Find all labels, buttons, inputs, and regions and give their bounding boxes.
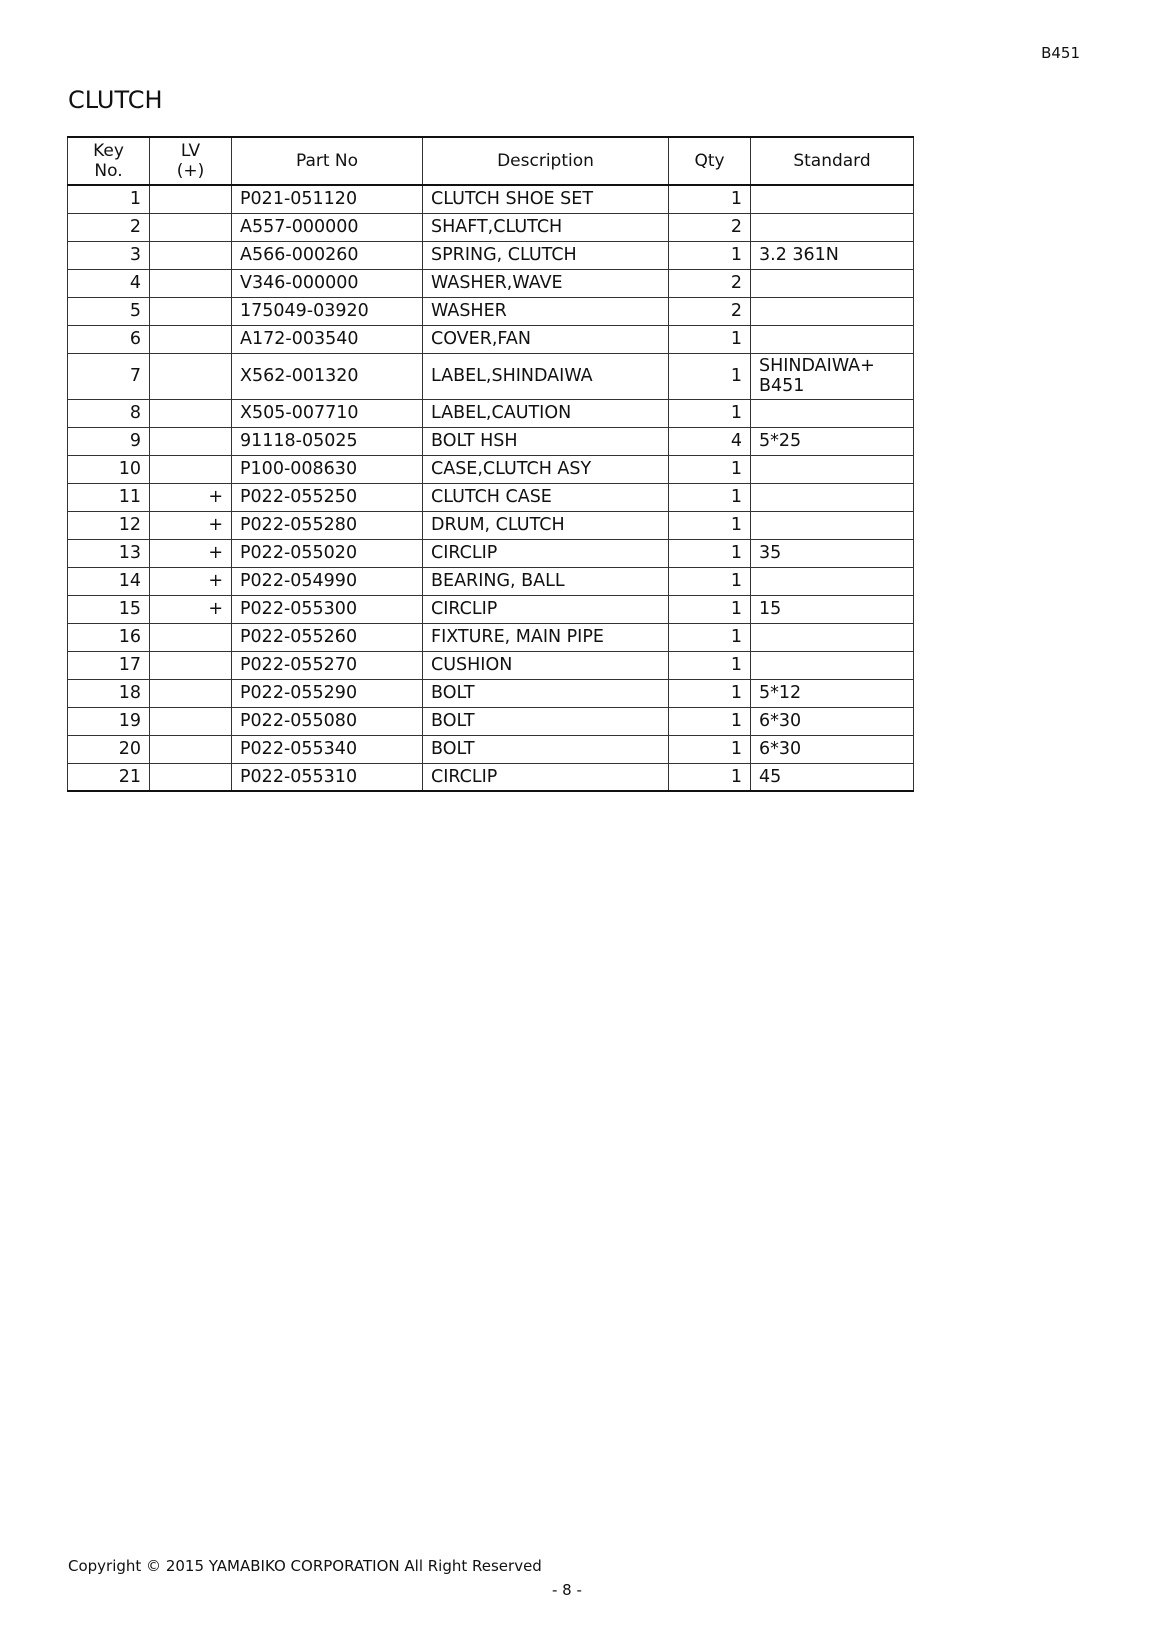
header-description: Description <box>423 137 669 185</box>
cell-part-no: X562-001320 <box>232 353 423 399</box>
cell-part-no: P022-055020 <box>232 539 423 567</box>
table-row <box>68 185 914 213</box>
header-key-line2: No. <box>94 161 123 181</box>
table-row <box>68 325 914 353</box>
cell-description: CASE,CLUTCH ASY <box>423 455 669 483</box>
cell-key-no: 19 <box>68 707 150 735</box>
table-row <box>68 269 914 297</box>
parts-table <box>67 136 914 792</box>
cell-lv: + <box>150 511 232 539</box>
cell-qty: 1 <box>669 679 751 707</box>
cell-lv <box>150 707 232 735</box>
cell-lv <box>150 623 232 651</box>
cell-qty: 1 <box>669 483 751 511</box>
cell-qty: 1 <box>669 623 751 651</box>
cell-standard <box>751 651 914 679</box>
cell-qty: 1 <box>669 241 751 269</box>
cell-part-no: V346-000000 <box>232 269 423 297</box>
cell-part-no: P022-055310 <box>232 763 423 791</box>
cell-key-no: 16 <box>68 623 150 651</box>
cell-part-no: A566-000260 <box>232 241 423 269</box>
header-key-line1: Key <box>93 141 124 161</box>
cell-key-no: 12 <box>68 511 150 539</box>
cell-key-no: 17 <box>68 651 150 679</box>
cell-part-no: 91118-05025 <box>232 427 423 455</box>
cell-part-no: A172-003540 <box>232 325 423 353</box>
cell-part-no: P022-054990 <box>232 567 423 595</box>
cell-standard: 35 <box>751 539 914 567</box>
cell-key-no: 4 <box>68 269 150 297</box>
table-row <box>68 539 914 567</box>
cell-lv <box>150 325 232 353</box>
cell-key-no: 14 <box>68 567 150 595</box>
document-code: B451 <box>1041 44 1080 62</box>
cell-key-no: 3 <box>68 241 150 269</box>
cell-lv <box>150 241 232 269</box>
cell-lv <box>150 735 232 763</box>
cell-qty: 1 <box>669 735 751 763</box>
cell-standard <box>751 483 914 511</box>
cell-qty: 1 <box>669 353 751 399</box>
table-row <box>68 567 914 595</box>
cell-part-no: X505-007710 <box>232 399 423 427</box>
cell-part-no: P022-055290 <box>232 679 423 707</box>
cell-standard: 15 <box>751 595 914 623</box>
cell-description: DRUM, CLUTCH <box>423 511 669 539</box>
table-row <box>68 297 914 325</box>
cell-description: SPRING, CLUTCH <box>423 241 669 269</box>
table-row <box>68 511 914 539</box>
cell-qty: 1 <box>669 707 751 735</box>
cell-lv <box>150 185 232 213</box>
cell-description: FIXTURE, MAIN PIPE <box>423 623 669 651</box>
cell-part-no: P021-051120 <box>232 185 423 213</box>
cell-qty: 1 <box>669 595 751 623</box>
table-row <box>68 483 914 511</box>
cell-qty: 1 <box>669 511 751 539</box>
parts-table-body <box>68 185 914 791</box>
cell-standard: 5*12 <box>751 679 914 707</box>
cell-standard: 6*30 <box>751 735 914 763</box>
cell-lv <box>150 651 232 679</box>
cell-description: CUSHION <box>423 651 669 679</box>
cell-lv <box>150 297 232 325</box>
table-row <box>68 213 914 241</box>
cell-standard <box>751 623 914 651</box>
cell-part-no: P022-055280 <box>232 511 423 539</box>
cell-qty: 1 <box>669 325 751 353</box>
cell-description: WASHER,WAVE <box>423 269 669 297</box>
cell-lv <box>150 399 232 427</box>
cell-part-no: A557-000000 <box>232 213 423 241</box>
cell-key-no: 1 <box>68 185 150 213</box>
cell-qty: 1 <box>669 567 751 595</box>
cell-qty: 1 <box>669 763 751 791</box>
cell-standard: 5*25 <box>751 427 914 455</box>
cell-qty: 2 <box>669 269 751 297</box>
cell-description: BOLT <box>423 679 669 707</box>
cell-key-no: 9 <box>68 427 150 455</box>
cell-qty: 2 <box>669 297 751 325</box>
cell-lv: + <box>150 567 232 595</box>
table-row <box>68 763 914 791</box>
cell-description: BOLT HSH <box>423 427 669 455</box>
cell-description: LABEL,CAUTION <box>423 399 669 427</box>
cell-key-no: 13 <box>68 539 150 567</box>
table-row <box>68 623 914 651</box>
table-row <box>68 707 914 735</box>
table-header-row <box>68 137 914 185</box>
table-row <box>68 399 914 427</box>
cell-part-no: 175049-03920 <box>232 297 423 325</box>
copyright-notice: Copyright © 2015 YAMABIKO CORPORATION All Right Reserved <box>68 1557 542 1575</box>
table-row <box>68 241 914 269</box>
cell-qty: 1 <box>669 399 751 427</box>
cell-standard: 45 <box>751 763 914 791</box>
cell-qty: 2 <box>669 213 751 241</box>
cell-key-no: 15 <box>68 595 150 623</box>
cell-description: CIRCLIP <box>423 539 669 567</box>
cell-key-no: 21 <box>68 763 150 791</box>
page-number: - 8 - <box>552 1581 582 1599</box>
cell-lv <box>150 269 232 297</box>
cell-lv <box>150 427 232 455</box>
cell-lv <box>150 353 232 399</box>
cell-key-no: 10 <box>68 455 150 483</box>
table-row <box>68 595 914 623</box>
header-lv-line2: (+) <box>176 161 205 181</box>
table-row <box>68 735 914 763</box>
header-part-no: Part No <box>232 137 423 185</box>
cell-qty: 1 <box>669 185 751 213</box>
cell-qty: 1 <box>669 455 751 483</box>
cell-description: COVER,FAN <box>423 325 669 353</box>
cell-standard <box>751 297 914 325</box>
cell-key-no: 11 <box>68 483 150 511</box>
cell-description: CIRCLIP <box>423 595 669 623</box>
table-row <box>68 679 914 707</box>
cell-part-no: P022-055300 <box>232 595 423 623</box>
cell-key-no: 18 <box>68 679 150 707</box>
cell-part-no: P022-055340 <box>232 735 423 763</box>
cell-lv <box>150 763 232 791</box>
cell-key-no: 5 <box>68 297 150 325</box>
cell-description: CIRCLIP <box>423 763 669 791</box>
cell-description: WASHER <box>423 297 669 325</box>
section-title: CLUTCH <box>68 86 163 114</box>
cell-part-no: P022-055270 <box>232 651 423 679</box>
cell-key-no: 20 <box>68 735 150 763</box>
cell-standard: 6*30 <box>751 707 914 735</box>
cell-description: BOLT <box>423 707 669 735</box>
cell-qty: 4 <box>669 427 751 455</box>
cell-key-no: 2 <box>68 213 150 241</box>
cell-standard <box>751 185 914 213</box>
cell-part-no: P022-055260 <box>232 623 423 651</box>
cell-qty: 1 <box>669 539 751 567</box>
cell-qty: 1 <box>669 651 751 679</box>
cell-key-no: 7 <box>68 353 150 399</box>
cell-lv <box>150 213 232 241</box>
table-row <box>68 353 914 399</box>
cell-part-no: P100-008630 <box>232 455 423 483</box>
cell-lv: + <box>150 595 232 623</box>
cell-lv <box>150 679 232 707</box>
header-lv <box>150 137 232 185</box>
cell-standard: SHINDAIWA+ B451 <box>751 353 914 399</box>
cell-description: CLUTCH SHOE SET <box>423 185 669 213</box>
cell-standard <box>751 399 914 427</box>
cell-standard <box>751 567 914 595</box>
cell-part-no: P022-055250 <box>232 483 423 511</box>
table-row <box>68 651 914 679</box>
cell-description: BEARING, BALL <box>423 567 669 595</box>
cell-description: BOLT <box>423 735 669 763</box>
cell-lv: + <box>150 539 232 567</box>
cell-lv <box>150 455 232 483</box>
table-row <box>68 427 914 455</box>
cell-part-no: P022-055080 <box>232 707 423 735</box>
cell-description: SHAFT,CLUTCH <box>423 213 669 241</box>
cell-standard <box>751 325 914 353</box>
cell-key-no: 8 <box>68 399 150 427</box>
cell-description: CLUTCH CASE <box>423 483 669 511</box>
header-standard: Standard <box>751 137 914 185</box>
cell-standard <box>751 213 914 241</box>
cell-standard <box>751 455 914 483</box>
table-row <box>68 455 914 483</box>
cell-standard: 3.2 361N <box>751 241 914 269</box>
cell-description: LABEL,SHINDAIWA <box>423 353 669 399</box>
header-key-no <box>68 137 150 185</box>
header-lv-line1: LV <box>180 141 201 161</box>
header-qty: Qty <box>669 137 751 185</box>
cell-key-no: 6 <box>68 325 150 353</box>
cell-standard <box>751 511 914 539</box>
cell-standard <box>751 269 914 297</box>
cell-lv: + <box>150 483 232 511</box>
